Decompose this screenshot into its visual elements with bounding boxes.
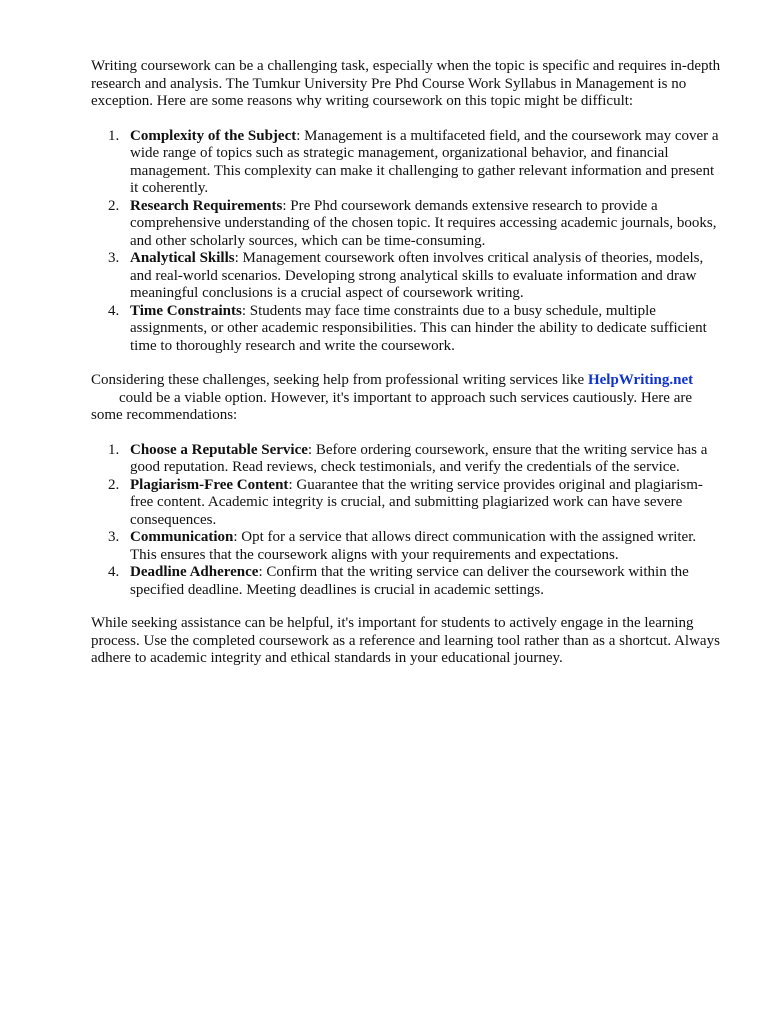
document-page: [91, 58, 721, 668]
list-number: 4.: [108, 564, 120, 580]
item-text: Guarantee that the writing service provides original and plagiarism-free content. Academic integrity is crucial, and submitting plagiarized work can have severe consequences.: [130, 476, 703, 528]
intro-paragraph: Writing coursework can be a challenging task, especially when the topic is specific and requires in-depth research and analysis. The Tumkur University Pre Phd Course Work Syllabus in Management is no exception. Here are some reasons why writing coursework on this topic might be difficult:: [91, 58, 721, 109]
list-number: 3.: [108, 250, 120, 266]
item-text: Students may face time constraints due to a busy schedule, multiple assignments, or other academic responsibilities. This can hinder the ability to dedicate sufficient time to thoroughly research and write the coursework.: [130, 302, 707, 354]
list-item: [91, 529, 721, 564]
list-item: [91, 564, 721, 599]
item-text: Management is a multifaceted field, and the coursework may cover a wide range of topics such as strategic management, organizational behavior, and financial management. This complexity can make it challenging to gather relevant information and present it coherently.: [130, 127, 719, 196]
item-title: Analytical Skills: [130, 250, 235, 266]
item-title: Deadline Adherence: [130, 564, 259, 580]
closing-paragraph: While seeking assistance can be helpful, it's important for students to actively engage in the learning process. Use the completed coursework as a reference and learning tool rather than as a shortcut. Always adhere to academic integrity and ethical standards in your educational journey.: [91, 615, 720, 666]
item-text: Confirm that the writing service can deliver the coursework within the specified deadline. Meeting deadlines is crucial in academic settings.: [130, 564, 689, 598]
item-title: Plagiarism-Free Content: [130, 476, 289, 493]
list-number: 4.: [108, 302, 120, 319]
list-number: 1.: [108, 441, 120, 458]
list-item: [91, 198, 721, 251]
challenges-list: [91, 128, 721, 356]
item-separator: :: [288, 476, 297, 493]
item-title: Choose a Reputable Service: [130, 441, 308, 458]
item-separator: :: [296, 127, 305, 144]
item-title: Complexity of the Subject: [130, 127, 297, 144]
item-separator: :: [233, 529, 242, 545]
item-text: Management coursework often involves critical analysis of theories, models, and real-world scenarios. Developing strong analytical skills to evaluate information and draw meaningful conclusions is a crucial aspect of coursework writing.: [130, 250, 704, 301]
item-separator: :: [258, 564, 267, 580]
list-item: [91, 477, 721, 530]
item-separator: :: [241, 302, 250, 319]
list-item: [91, 303, 721, 356]
list-number: 2.: [108, 197, 120, 214]
list-number: 3.: [108, 529, 120, 545]
list-number: 2.: [108, 476, 120, 493]
list-item: [91, 442, 721, 477]
item-separator: :: [282, 197, 291, 214]
considering-paragraph: [91, 372, 721, 425]
recommendations-list: [91, 442, 721, 600]
item-title: Research Requirements: [130, 197, 283, 214]
item-text: Opt for a service that allows direct communication with the assigned writer. This ensures that the coursework aligns with your requirements and expectations.: [130, 529, 697, 563]
list-number: 1.: [108, 127, 120, 144]
item-separator: :: [234, 250, 243, 266]
list-item: [91, 250, 721, 303]
item-title: Communication: [130, 529, 234, 545]
item-title: Time Constraints: [130, 302, 242, 319]
item-separator: :: [307, 441, 316, 458]
helpwriting-link[interactable]: HelpWriting.net: [587, 372, 694, 388]
item-text: Before ordering coursework, ensure that the writing service has a good reputation. Read reviews, check testimonials, and verify the credentials of the service.: [130, 441, 708, 475]
considering-text-after: could be a viable option. However, it's important to approach such services cautiously. Here are some recommendations:: [91, 389, 693, 423]
list-item: [91, 128, 721, 198]
considering-text-before: Considering these challenges, seeking help from professional writing services like: [91, 372, 588, 388]
item-text: Pre Phd coursework demands extensive research to provide a comprehensive understanding of the chosen topic. It requires accessing academic journals, books, and other scholarly sources, which can be time-consuming.: [130, 197, 717, 249]
